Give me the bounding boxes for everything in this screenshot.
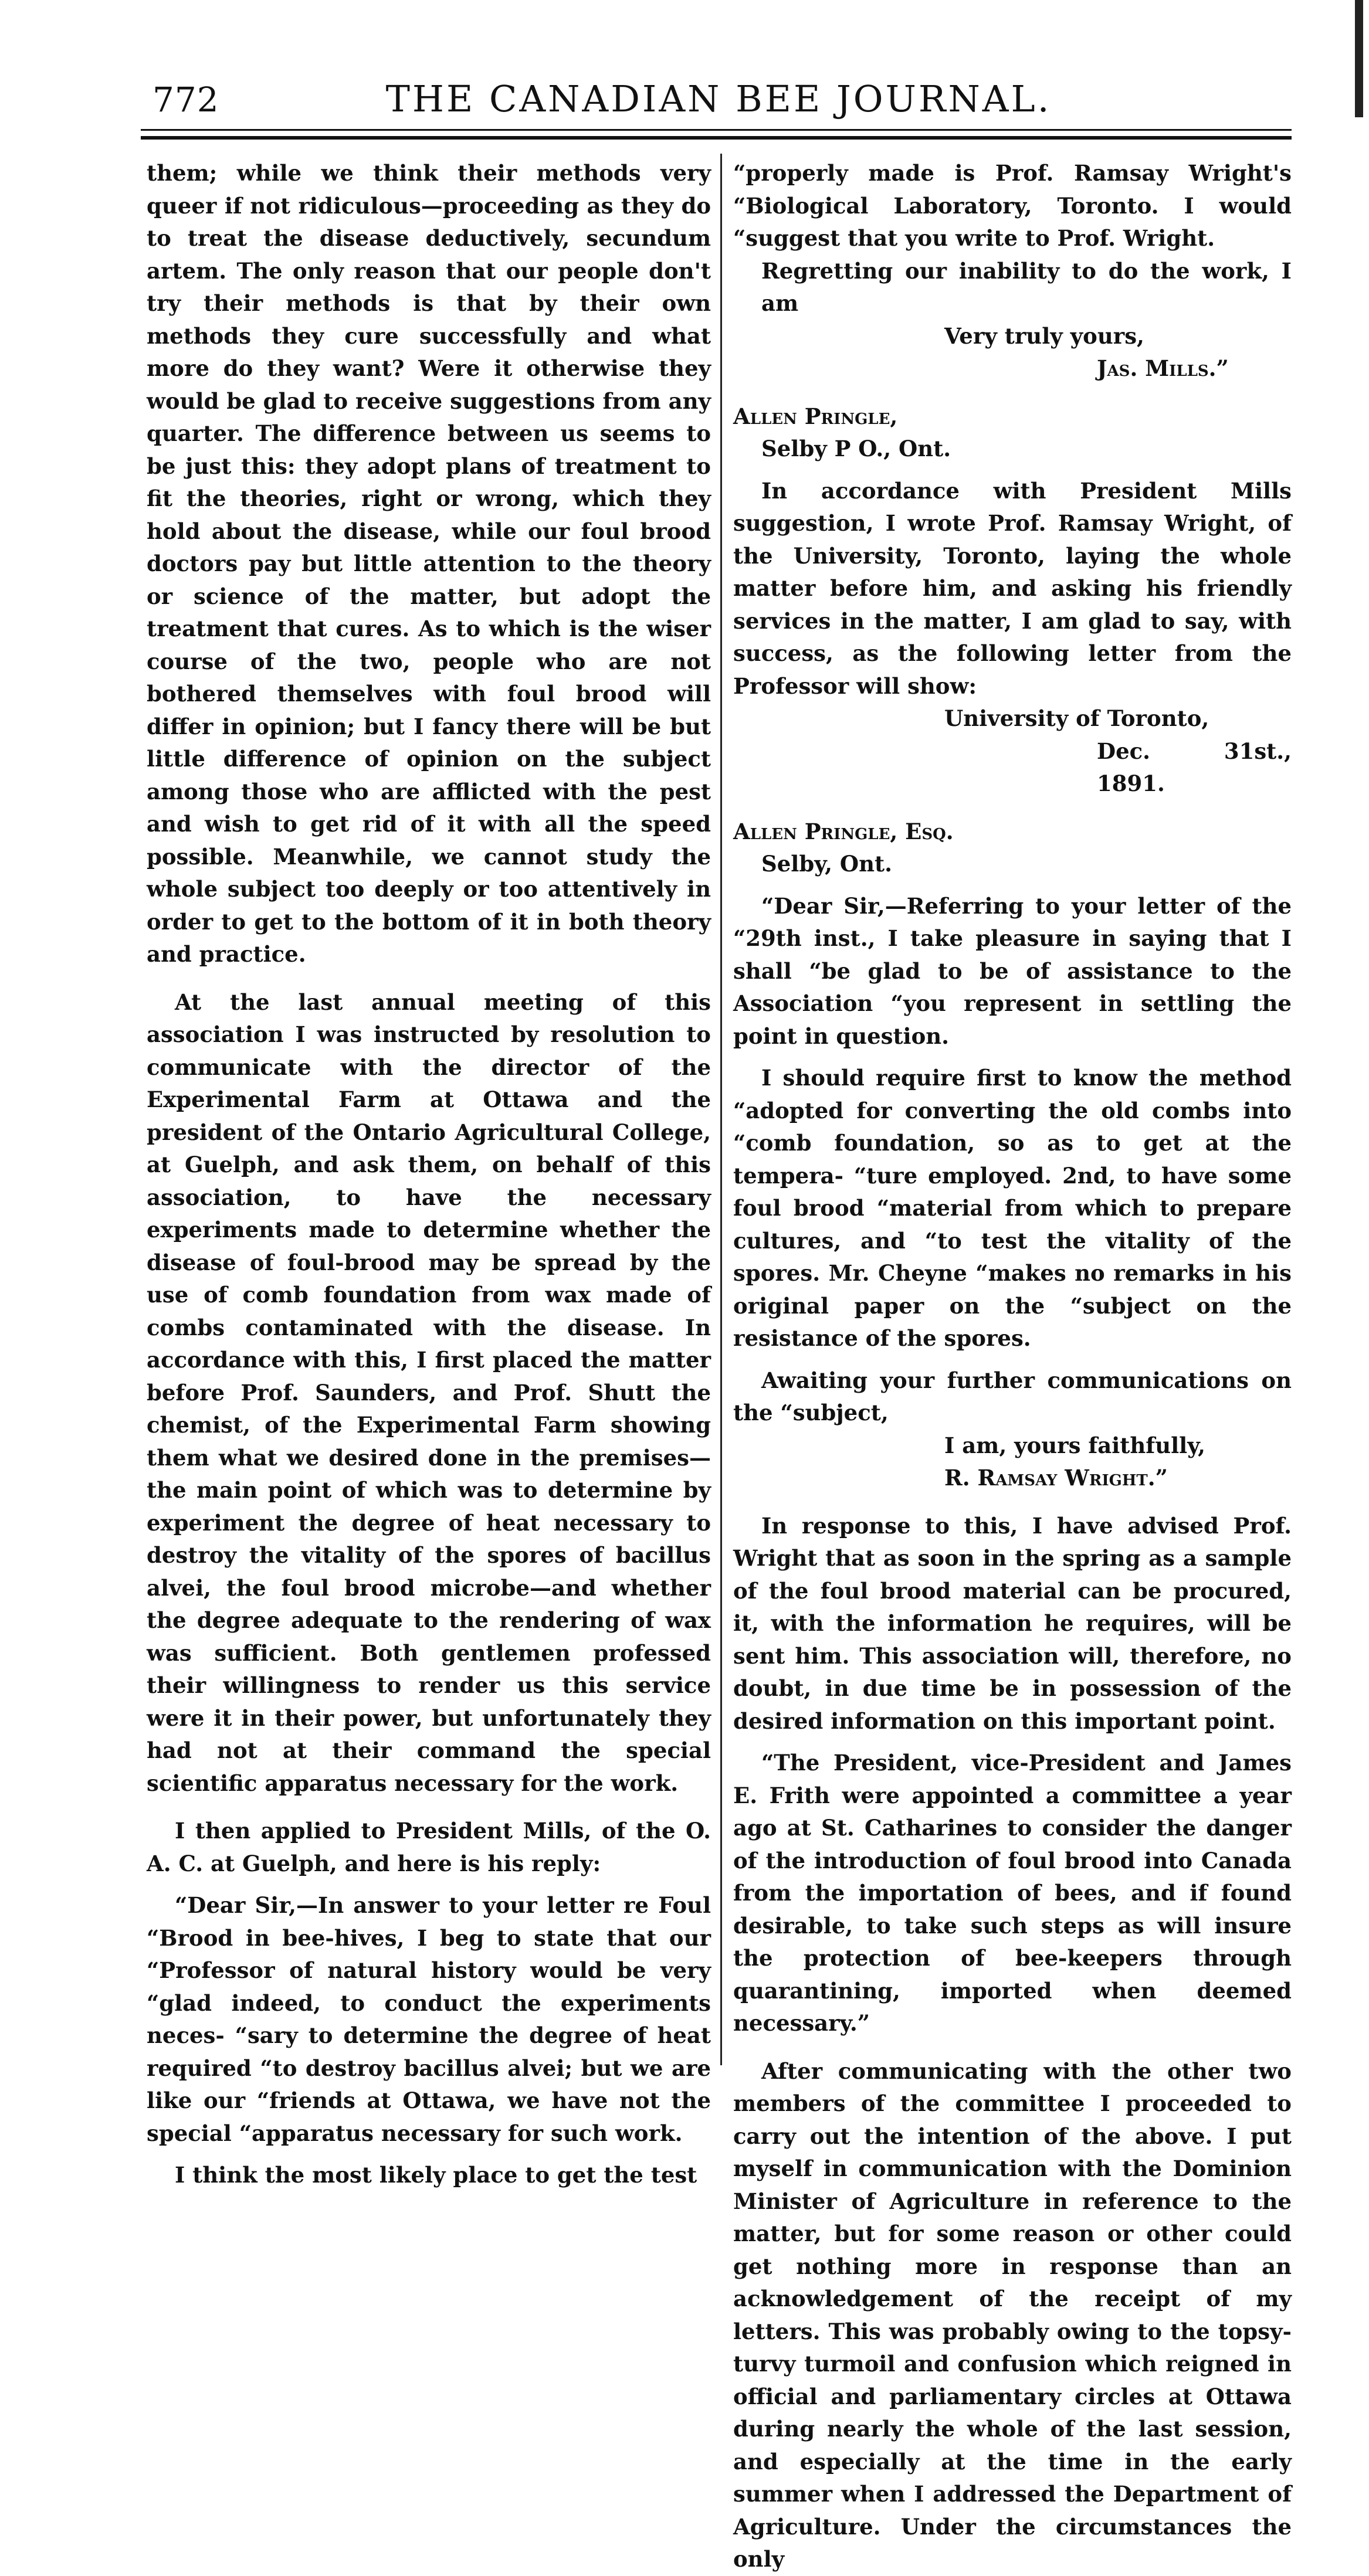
letter-paragraph: I think the most likely place to get the test: [175, 2162, 697, 2188]
header-rule-thin: [141, 129, 1292, 131]
header-rule-thick: [141, 136, 1292, 140]
letter-date: Dec. 31st., 1891.: [1097, 738, 1292, 796]
paragraph: I then applied to President Mills, of the O. A. C. at Guelph, and here is his reply:: [147, 1818, 711, 1876]
paragraph: them; while we think their methods very queer if not ridiculous—proceeding as they do to treat the disease deductively, secundum artem. The only reason that our people don't try their methods is that by their own methods they cure successfully and what more do they want? Were it otherwise they would be glad to receive suggestions from any quarter. The difference between us seems to be just this: they adopt plans of treatment to fit the theories, right or wrong, which they hold about the disease, while our foul brood doctors pay but little attention to the theory or science of the matter, but adopt the treatment that cures. As to which is the wiser course of the two, people who are not bothered themselves with foul brood will differ in opinion; but I fancy there will be but little difference of opinion on the subject among those who are afflicted with the pest and wish to get rid of it with all the speed possible. Meanwhile, we cannot study the whole subject too deeply or too attentively in order to get to the bottom of it in both theory and practice.: [147, 160, 711, 967]
page-number: 772: [153, 80, 219, 120]
letter-paragraph: “Dear Sir,—Referring to your letter of the “29th inst., I take pleasure in saying that I shall “be glad to be of assistance to the Association “you represent in settling the point in question.: [733, 892, 1292, 1049]
letter-heading-place: University of Toronto,: [944, 705, 1209, 731]
paragraph: “The President, vice-President and James E. Frith were appointed a committee a year ago at St. Catharines to consider the danger of the introduction of foul brood into Canada from the importation of bees, and if found desirable, to take such steps as will insure the protection of bee-keepers through quarantining, imported when deemed necessary.”: [733, 1750, 1292, 2036]
left-column: [147, 157, 711, 2192]
letter-paragraph: I should require first to know the method “adopted for converting the old combs into “comb foundation, so as to get at the tempera- “ture employed. 2nd, to have some foul brood “material from which to prepare cultures, and “to test the vitality of the spores. Mr. Cheyne “makes no remarks in his original paper on the “subject on the resistance of the spores.: [733, 1065, 1292, 1351]
addressee-place: Selby, Ont.: [761, 851, 893, 877]
addressee-name: Allen Pringle, Esq.: [733, 818, 954, 844]
paragraph: At the last annual meeting of this association I was instructed by resolution to communicate with the director of the Experimental Farm at Ottawa and the president of the Ontario Agricultural College, at Guelph, and ask them, on behalf of this association, to have the necessary experiments made to determine whether the disease of foul-brood may be spread by the use of comb foundation from wax made of combs contaminated with the disease. In accordance with this, I first placed the matter before Prof. Saunders, and Prof. Shutt the chemist, of the Experimental Farm showing them what we desired done in the premises—the main point of which was to determine by experiment the degree of heat necessary to destroy the vitality of the spores of bacillus alvei, the foul brood microbe—and whether the degree adequate to the rendering of wax was sufficient. Both gentlemen professed their willingness to render us this service were it in their power, but unfortunately they had not at their command the special scientific apparatus necessary for the work.: [147, 989, 711, 1796]
letter-paragraph: “Dear Sir,—In answer to your letter re Foul “Brood in bee-hives, I beg to state that our “Professor of natural history would be very “glad indeed, to conduct the experiments neces- “sary to determine the degree of heat required “to destroy bacillus alvei; but we are like our “friends at Ottawa, we have not the special “apparatus necessary for such work.: [147, 1892, 711, 2146]
letter-paragraph: Regretting our inability to do the work, I am: [761, 257, 1292, 316]
journal-title: THE CANADIAN BEE JOURNAL.: [385, 77, 1052, 120]
paragraph: After communicating with the other two members of the committee I proceeded to carry out the intention of the above. I put myself in communication with the Dominion Minister of Agriculture in reference to the matter, but for some reason or other could get nothing more in response than an acknowledgement of the receipt of my letters. This was probably owing to the topsy-turvy turmoil and confusion which reigned in official and parliamentary circles at Ottawa during nearly the whole of the last session, and especially at the time in the early summer when I addressed the Department of Agriculture. Under the circumstances the only: [733, 2058, 1292, 2572]
column-divider: [720, 154, 722, 2065]
addressee-name: Allen Pringle,: [733, 403, 898, 429]
letter-signature: R. Ramsay Wright.”: [944, 1465, 1168, 1491]
letter-paragraph: “properly made is Prof. Ramsay Wright's “Biological Laboratory, Toronto. I would “suggest that you write to Prof. Wright.: [733, 160, 1292, 251]
paragraph: In accordance with President Mills suggestion, I wrote Prof. Ramsay Wright, of the University, Toronto, laying the whole matter before him, and asking his friendly services in the matter, I am glad to say, with success, as the following letter from the Professor will show:: [733, 477, 1292, 699]
edge-mark: [1355, 0, 1363, 117]
addressee-place: Selby P O., Ont.: [761, 436, 951, 461]
page-header: [147, 75, 1290, 134]
right-column: [733, 157, 1292, 2576]
letter-closing: Very truly yours,: [944, 323, 1144, 349]
letter-closing: I am, yours faithfully,: [944, 1432, 1206, 1458]
letter-paragraph: Awaiting your further communications on the “subject,: [733, 1367, 1292, 1426]
paragraph: In response to this, I have advised Prof. Wright that as soon in the spring as a sample of the foul brood material can be procured, it, with the information he requires, will be sent him. This association will, therefore, no doubt, in due time be in possession of the desired information on this important point.: [733, 1512, 1292, 1734]
letter-signature: Jas. Mills.”: [1097, 355, 1229, 381]
